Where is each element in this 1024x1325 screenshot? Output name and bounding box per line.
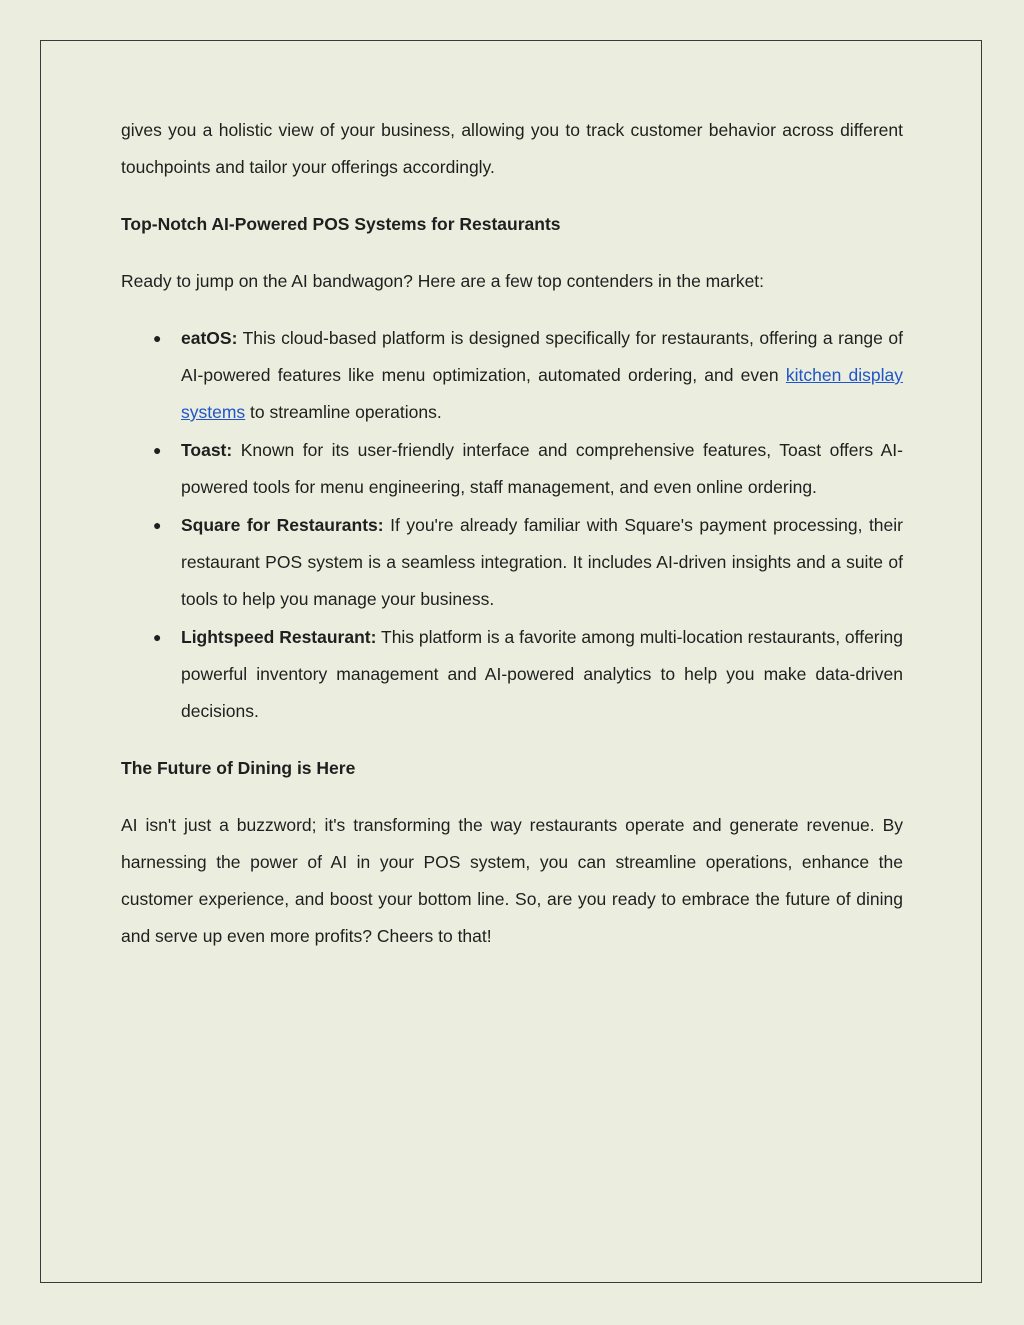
intro-paragraph: gives you a holistic view of your business, allowing you to track customer behavior across different touchpoints and tailor your offerings accordingly. (121, 120, 903, 177)
list-item-text: This platform is a favorite among multi-location restaurants, offering powerful inventory management and AI-powered analytics to help you make data-driven decisions. (181, 627, 903, 721)
list-item-lightspeed (121, 619, 903, 730)
section-heading-pos-systems: Top-Notch AI-Powered POS Systems for Restaurants (121, 214, 561, 234)
bullet-icon: ● (153, 442, 162, 458)
list-item-title: Square for Restaurants: (181, 515, 384, 535)
list-item-square (121, 507, 903, 618)
list-item-title: Lightspeed Restaurant: (181, 627, 377, 647)
pos-systems-list (121, 320, 903, 730)
list-item-title: Toast: (181, 440, 233, 460)
list-item-text: This cloud-based platform is designed specifically for restaurants, offering a range of AI-powered features like menu optimization, automated ordering, and even (181, 328, 903, 385)
conclusion-paragraph: AI isn't just a buzzword; it's transforming the way restaurants operate and generate revenue. By harnessing the power of AI in your POS system, you can streamline operations, enhance the customer experience, and boost your bottom line. So, are you ready to embrace the future of dining and serve up even more profits? Cheers to that! (121, 815, 903, 946)
section-heading-future-of-dining: The Future of Dining is Here (121, 758, 356, 778)
list-item-text: Known for its user-friendly interface and comprehensive features, Toast offers AI-powered tools for menu engineering, staff management, and even online ordering. (181, 440, 903, 497)
bullet-icon: ● (153, 330, 162, 346)
list-item-title: eatOS: (181, 328, 238, 348)
bullet-icon: ● (153, 629, 162, 645)
list-item-text: If you're already familiar with Square's payment processing, their restaurant POS system is a seamless integration. It includes AI-driven insights and a suite of tools to help you manage your business. (181, 515, 903, 609)
section-lead-paragraph: Ready to jump on the AI bandwagon? Here are a few top contenders in the market: (121, 271, 765, 291)
bullet-icon: ● (153, 517, 162, 533)
list-item-text-after-link: to streamline operations. (245, 402, 442, 422)
list-item-eatos (121, 320, 903, 431)
kitchen-display-systems-link[interactable]: kitchen display systems (181, 365, 903, 422)
list-item-toast (121, 432, 903, 506)
document-content (121, 112, 903, 955)
